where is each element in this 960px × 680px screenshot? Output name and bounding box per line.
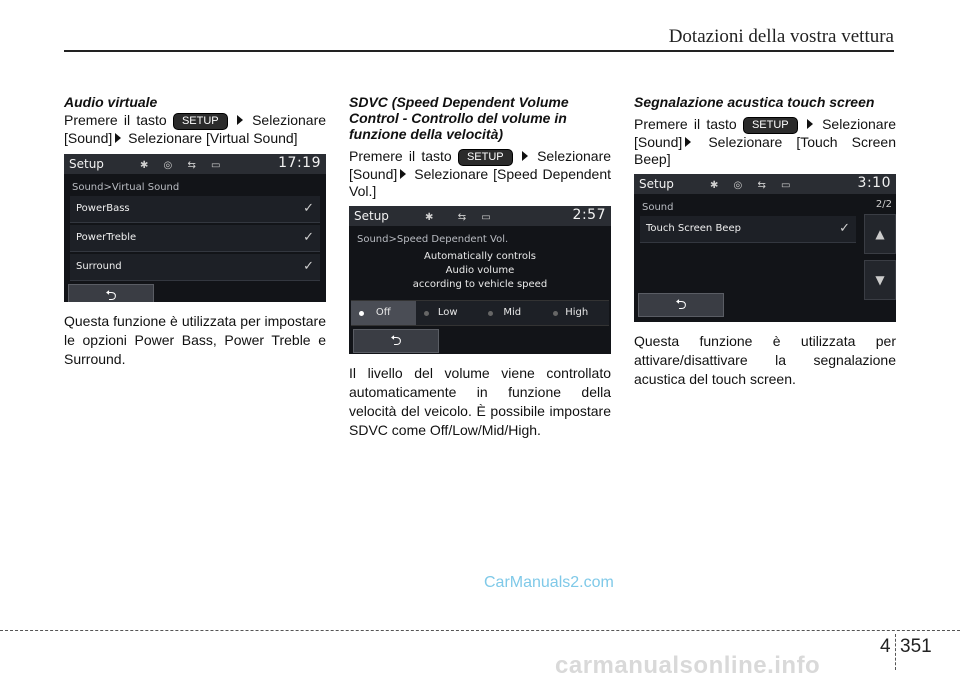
screen-sdvc bbox=[349, 206, 611, 354]
screen-breadcrumb: Sound bbox=[642, 202, 674, 213]
option-label: Low bbox=[437, 307, 458, 318]
option-low[interactable] bbox=[416, 301, 481, 325]
bluetooth-icon: ✱ ⇆ ▭ bbox=[425, 212, 497, 223]
arrow-right-icon bbox=[522, 151, 528, 161]
instruction-text: Selezionare [Sound] bbox=[349, 148, 612, 182]
screen-clock: 3:10 bbox=[857, 175, 891, 191]
header-rule bbox=[64, 50, 894, 52]
screen-virtual-sound bbox=[64, 154, 326, 302]
list-item-label: PowerTreble bbox=[76, 232, 137, 243]
screen-clock: 17:19 bbox=[278, 155, 321, 171]
footer-watermark: carmanualsonline.info bbox=[555, 652, 821, 679]
page-indicator: 2/2 bbox=[875, 199, 892, 210]
screen-breadcrumb: Sound>Speed Dependent Vol. bbox=[357, 234, 509, 245]
option-mid[interactable] bbox=[480, 301, 545, 325]
instruction-text: Premere il tasto bbox=[349, 148, 452, 164]
watermark-link[interactable]: CarManuals2.com bbox=[484, 574, 614, 591]
back-icon: ⮌ bbox=[675, 297, 687, 313]
info-line: Audio volume bbox=[445, 265, 515, 276]
screen-topbar bbox=[64, 154, 326, 174]
screen-clock: 2:57 bbox=[572, 207, 606, 223]
back-button[interactable] bbox=[638, 293, 724, 317]
section-description: Il livello del volume viene controllato automaticamente in funzione della velocità del veicolo. È possibile impostare SDVC come Off/Low/Mid/High. bbox=[349, 365, 611, 438]
list-item-label: Surround bbox=[76, 261, 122, 272]
option-off[interactable] bbox=[351, 301, 416, 325]
chevron-up-icon: ▲ bbox=[875, 227, 885, 241]
list-item-touch-screen-beep[interactable] bbox=[640, 216, 856, 243]
instruction-text: Selezionare [Virtual Sound] bbox=[128, 130, 298, 146]
check-icon: ✓ bbox=[303, 201, 314, 216]
screen-info bbox=[349, 248, 611, 300]
instruction bbox=[64, 112, 326, 147]
list-item-surround[interactable] bbox=[70, 254, 320, 281]
footer-rule bbox=[0, 630, 960, 631]
back-icon: ⮌ bbox=[390, 333, 402, 349]
option-high[interactable] bbox=[545, 301, 610, 325]
section-description: Questa funzione è utilizzata per impostare le opzioni Power Bass, Power Treble e Surround. bbox=[64, 313, 326, 367]
arrow-right-icon bbox=[237, 115, 243, 125]
instruction-text: Selezionare [Sound] bbox=[64, 112, 327, 146]
radio-icon bbox=[359, 311, 364, 316]
list-item-label: PowerBass bbox=[76, 203, 130, 214]
section-touch-beep bbox=[634, 94, 896, 389]
radio-icon bbox=[424, 311, 429, 316]
chapter-number: 4 bbox=[880, 636, 891, 657]
back-button[interactable] bbox=[353, 329, 439, 353]
info-line: Automatically controls bbox=[424, 251, 536, 262]
scroll-controls bbox=[864, 214, 896, 306]
option-label: Mid bbox=[503, 307, 522, 318]
check-icon: ✓ bbox=[303, 230, 314, 245]
setup-button-icon: SETUP bbox=[173, 113, 228, 130]
bluetooth-icon: ✱ ◎ ⇆ ▭ bbox=[710, 180, 797, 191]
info-line: according to vehicle speed bbox=[412, 279, 548, 290]
section-virtual-audio bbox=[64, 94, 326, 369]
list-item-label: Touch Screen Beep bbox=[646, 223, 741, 234]
radio-icon bbox=[553, 311, 558, 316]
instruction-text: Selezionare [Sound] bbox=[634, 116, 897, 150]
arrow-right-icon bbox=[115, 133, 121, 143]
screen-topbar bbox=[634, 174, 896, 194]
back-button[interactable] bbox=[68, 284, 154, 302]
scroll-down-button[interactable] bbox=[864, 260, 896, 300]
screen-topbar bbox=[349, 206, 611, 226]
footer-divider bbox=[895, 634, 896, 670]
instruction-text: Selezionare [Speed Dependent Vol.] bbox=[349, 166, 612, 199]
screen-title: Setup bbox=[69, 157, 104, 171]
section-heading: SDVC (Speed Dependent Volume Control - Controllo del volume in funzione della velocità) bbox=[349, 94, 569, 142]
instruction bbox=[634, 116, 896, 168]
setup-button-icon: SETUP bbox=[743, 117, 798, 134]
radio-icon bbox=[488, 311, 493, 316]
arrow-right-icon bbox=[807, 119, 813, 129]
option-label: Off bbox=[375, 307, 391, 318]
section-heading: Audio virtuale bbox=[64, 94, 158, 110]
screen-title: Setup bbox=[354, 209, 389, 223]
section-sdvc bbox=[349, 94, 611, 440]
option-label: High bbox=[565, 307, 589, 318]
scroll-up-button[interactable] bbox=[864, 214, 896, 254]
section-heading: Segnalazione acustica touch screen bbox=[634, 94, 875, 110]
instruction-text: Premere il tasto bbox=[634, 116, 737, 132]
screen-touch-beep bbox=[634, 174, 896, 322]
instruction-text: Premere il tasto bbox=[64, 112, 167, 128]
instruction-text: Selezionare [Touch Screen Beep] bbox=[634, 134, 896, 167]
list-item-powertreble[interactable] bbox=[70, 225, 320, 252]
screen-breadcrumb: Sound>Virtual Sound bbox=[72, 182, 180, 193]
section-description: Questa funzione è utilizzata per attivare/disattivare la segnalazione acustica del touch screen. bbox=[634, 333, 896, 387]
arrow-right-icon bbox=[685, 137, 691, 147]
screen-title: Setup bbox=[639, 177, 674, 191]
check-icon: ✓ bbox=[839, 221, 850, 236]
header-title: Dotazioni della vostra vettura bbox=[668, 26, 894, 47]
arrow-right-icon bbox=[400, 169, 406, 179]
instruction bbox=[349, 148, 611, 200]
setup-button-icon: SETUP bbox=[458, 149, 513, 166]
check-icon: ✓ bbox=[303, 259, 314, 274]
chevron-down-icon: ▼ bbox=[875, 273, 885, 287]
back-icon: ⮌ bbox=[105, 288, 117, 302]
volume-options bbox=[351, 300, 609, 326]
bluetooth-icon: ✱ ◎ ⇆ ▭ bbox=[140, 160, 227, 171]
list-item-powerbass[interactable] bbox=[70, 196, 320, 223]
page-number: 351 bbox=[900, 636, 932, 657]
